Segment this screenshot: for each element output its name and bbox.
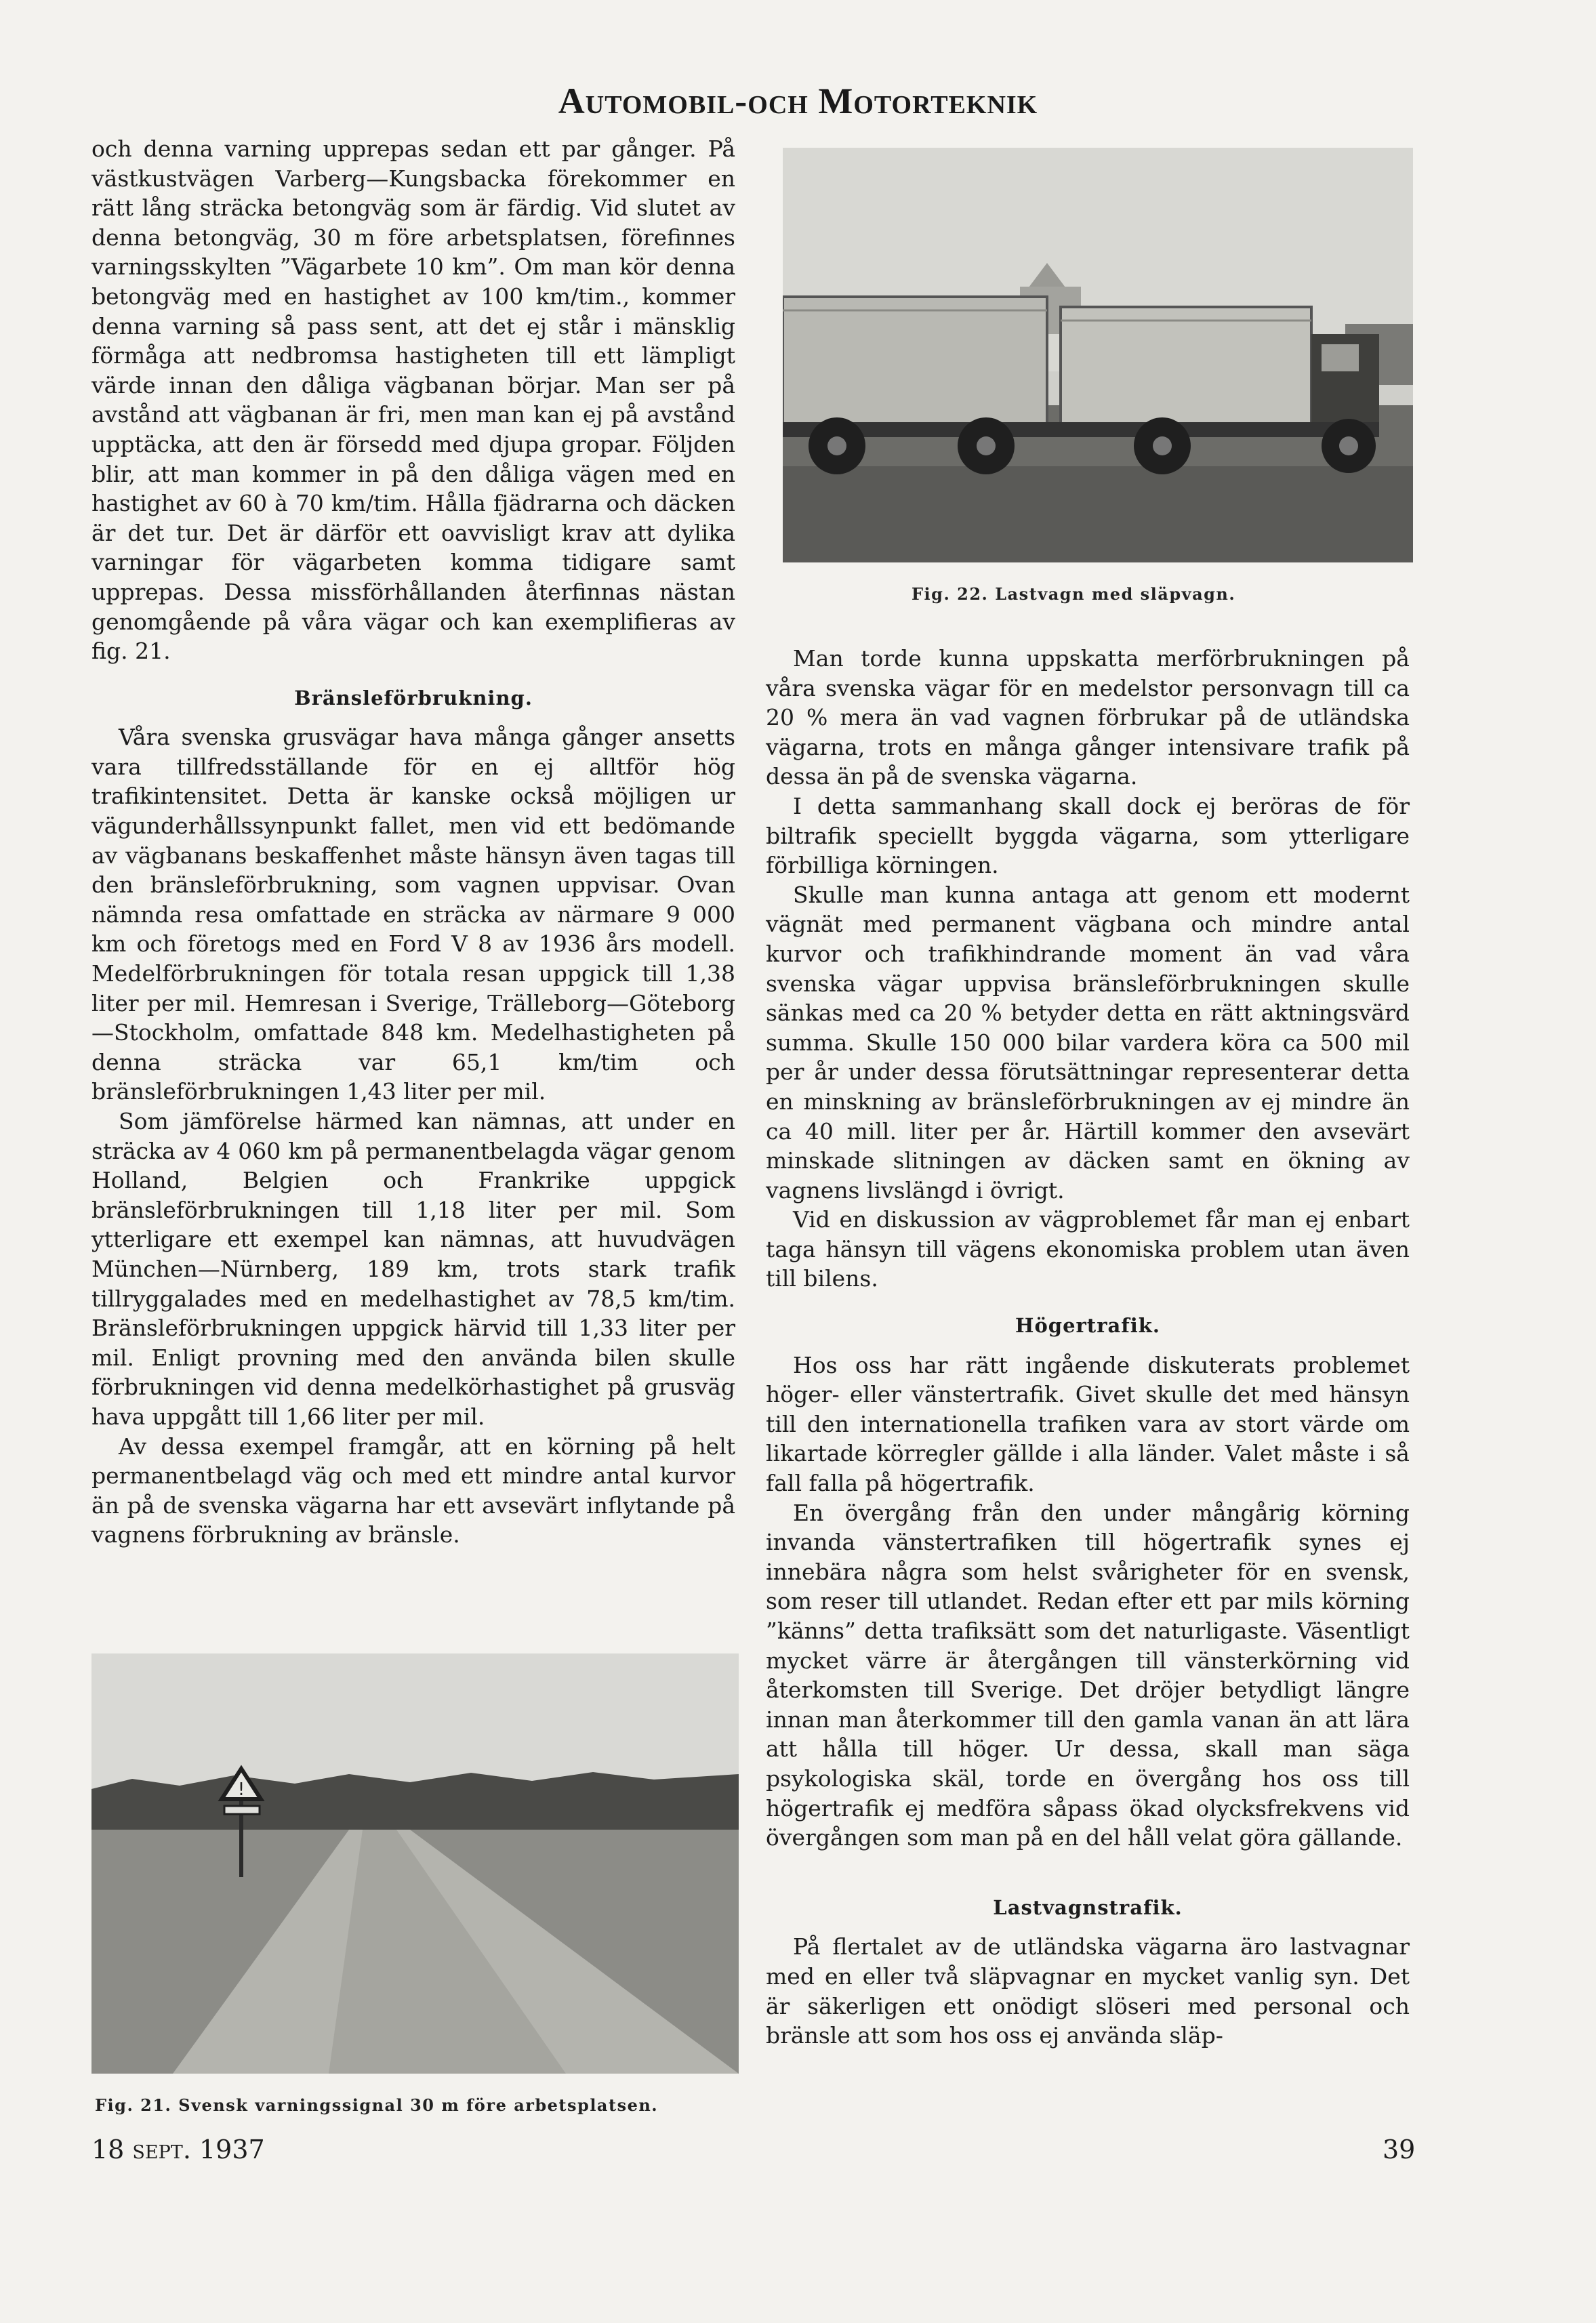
right-column xyxy=(766,644,1410,2051)
paragraph-fuel-1: Våra svenska grusvägar hava många gånger ansetts vara tillfredsställande för en ej alltför hög trafikintensitet. Detta är kanske också möjligen ur vägunderhållssynpunkt fallet, men vid ett bedömande av vägbanans beskaffenhet måste hänsyn även tagas till den bränsleförbrukning, som vagnen uppvisar. Ovan nämnda resa omfattade en sträcka av närmare 9 000 km och företogs med en Ford V 8 av 1936 års modell. Medelförbrukningen för totala resan uppgick till 1,38 liter per mil. Hemresan i Sverige, Trälleborg—Göteborg—Stockholm, omfattade 848 km. Medelhastigheten på denna sträcka var 65,1 km/tim och bränsleförbrukningen 1,43 liter per mil. xyxy=(91,724,735,1105)
svg-text:!: ! xyxy=(237,1780,245,1800)
page-header-title: Automobil-och Motorteknik xyxy=(558,81,1038,121)
footer-date: 18 sept. 1937 xyxy=(91,2135,265,2164)
paragraph-right-traffic-1: Hos oss har rätt ingående diskuterats problemet höger- eller vänstertrafik. Givet skulle det med hänsyn till den internationella trafiken vara av stort värde om likartade körregler gällde i alla länder. Valet måste i så fall falla på högertrafik. xyxy=(766,1351,1410,1497)
paragraph-road-problem: Vid en diskussion av vägproblemet får man ej enbart taga hänsyn till vägens ekonomiska problem utan även till bilens. xyxy=(766,1206,1410,1292)
footer-page-number: 39 xyxy=(1383,2135,1416,2164)
paragraph-warning: och denna varning upprepas sedan ett par gånger. På västkustvägen Varberg—Kungsbacka förekommer en rätt lång sträcka betongväg som är färdig. Vid slutet av denna betongväg, 30 m före arbetsplatsen, förefinnes varningsskylten ”Vägarbete 10 km”. Om man kör denna betongväg med en hastighet av 100 km/tim., kommer denna varning så pass sent, att det ej står i mänsklig förmåga att nedbromsa hastigheten till ett lämpligt värde innan den dåliga vägbanan börjar. Man ser på avstånd att vägbanan är fri, men man kan ej på avstånd upptäcka, att den är försedd med djupa gropar. Följden blir, att man kommer in på den dåliga vägen med en hastighet av 60 à 70 km/tim. Hålla fjädrarna och däcken är det tur. Det är därför ett oavvisligt krav att dylika varningar för vägarbeten komma tidigare samt upprepas. Dessa missförhållanden återfinnas nästan genomgående på våra vägar och kan exemplifieras av fig. 21. xyxy=(91,136,735,665)
paragraph-special-roads: I detta sammanhang skall dock ej beröras de för biltrafik speciellt byggda vägarna, som ytterligare förbilliga körningen. xyxy=(766,792,1410,879)
fig22-caption: Fig. 22. Lastvagn med släpvagn. xyxy=(912,584,1236,604)
paragraph-right-traffic-2: En övergång från den under mångårig körning invanda vänstertrafiken till högertrafik synes ej innebära några som helst svårigheter för en svensk, som reser till utlandet. Redan efter ett par mils körning ”känns” detta trafiksätt som det naturligaste. Väsentligt mycket värre är återgången till vänsterkörning vid återkomsten till Sverige. Det dröjer betydligt längre innan man återkommer till den gamla vanan än att lära att hålla till höger. Ur dessa, skall man säga psykologiska skäl, torde en övergång hos oss till högertrafik ej medföra såpass ökad olycksfrekvens vid övergången som man på en del håll velat göra gällande. xyxy=(766,1499,1410,1851)
warning-sign-road-photo xyxy=(91,1653,739,2074)
left-column xyxy=(91,134,735,1550)
heading-right-hand-traffic: Högertrafik. xyxy=(1015,1314,1160,1338)
truck-trailer-photo xyxy=(783,148,1413,562)
paragraph-fuel-3: Av dessa exempel framgår, att en körning på helt permanentbelagd väg och med ett mindre antal kurvor än på de svenska vägarna har ett avsevärt inflytande på vagnens förbrukning av bränsle. xyxy=(91,1433,735,1548)
paragraph-fuel-2: Som jämförelse härmed kan nämnas, att under en sträcka av 4 060 km på permanentbelagda vägar genom Holland, Belgien och Frankrike uppgick bränsleförbrukningen till 1,18 liter per mil. Som ytterligare ett exempel kan nämnas, att huvudvägen München—Nürnberg, 189 km, trots stark trafik tillryggalades med en medelhastighet av 78,5 km/tim. Bränsleförbrukningen uppgick härvid till 1,33 liter per mil. Enligt provning med den använda bilen skulle förbrukningen vid denna medelkörhastighet på grusväg hava uppgått till 1,66 liter per mil. xyxy=(91,1108,735,1430)
paragraph-savings: Skulle man kunna antaga att genom ett modernt vägnät med permanent vägbana och mindre antal kurvor och trafikhindrande moment än vad våra svenska vägar uppvisa bränsleförbrukningen skulle sänkas med ca 20 % betyder detta en rätt aktningsvärd summa. Skulle 150 000 bilar vardera köra ca 500 mil per år under dessa förutsättningar representerar detta en minskning av bränsleförbrukningen av ej mindre än ca 40 mill. liter per år. Härtill kommer den avsevärt minskade slitningen av däcken samt en ökning av vagnens livslängd i övrigt. xyxy=(766,881,1410,1204)
paragraph-truck-traffic: På flertalet av de utländska vägarna äro lastvagnar med en eller två släpvagnar en mycket vanlig syn. Det är säkerligen ett onödigt slöseri med personal och bränsle att som hos oss ej använda släp- xyxy=(766,1933,1410,2049)
heading-fuel-consumption: Bränsleförbrukning. xyxy=(294,686,533,710)
paragraph-estimate: Man torde kunna uppskatta merförbrukningen på våra svenska vägar för en medelstor personvagn till ca 20 % mera än vad vagnen förbrukar på de utländska vägarna, trots en många gånger intensivare trafik på dessa än på de svenska vägarna. xyxy=(766,645,1410,790)
heading-truck-traffic: Lastvagnstrafik. xyxy=(993,1895,1183,1919)
fig21-caption: Fig. 21. Svensk varningssignal 30 m före arbetsplatsen. xyxy=(95,2095,659,2115)
